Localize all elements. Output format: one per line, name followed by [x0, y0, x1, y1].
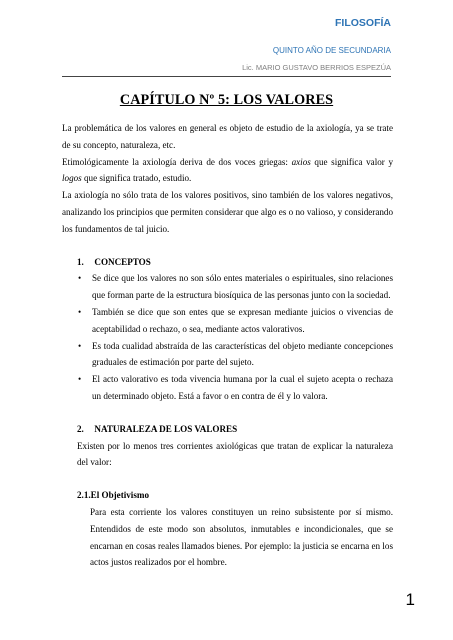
header-divider: [62, 76, 391, 77]
list-item: • Es toda cualidad abstraída de las características del objeto mediante concepciones graduales de estimación por parte del sujeto.: [62, 338, 393, 372]
intro-p2-text-a: Etimológicamente la axiología deriva de dos voces griegas:: [62, 156, 292, 167]
section-2-paragraph: Existen por lo menos tres corrientes axiológicas que tratan de explicar la naturaleza del valor:: [77, 440, 393, 468]
section-2-heading: [62, 421, 393, 438]
section-2-number: 2.: [77, 423, 84, 434]
section-2-title: NATURALEZA DE LOS VALORES: [94, 423, 238, 434]
intro-paragraph-1: La problemática de los valores en general es objeto de estudio de la axiología, ya se trate de su concepto, naturaleza, etc.: [62, 123, 393, 150]
list-item: • También se dice que son entes que se expresan mediante juicios o vivencias de aceptabilidad o rechazo, o sea, mediante actos valorativos.: [62, 304, 393, 338]
section-1-number: 1.: [77, 256, 84, 267]
intro-paragraph-3: La axiología no sólo trata de los valores positivos, sino también de los valores negativos, analizando los principios que permiten considerar que algo es o no valioso, y considerando los fundamentos de tal juicio.: [62, 190, 393, 234]
list-item: • Se dice que los valores no son sólo entes materiales o espirituales, sino relaciones que forman parte de la estructura biosíquica de las personas junto con la sociedad.: [62, 270, 393, 304]
chapter-title: CAPÍTULO Nº 5: LOS VALORES: [119, 92, 334, 108]
header-subject: FILOSOFÍA: [335, 17, 391, 29]
section-2-1-heading: 2.1.El Objetivismo: [77, 490, 149, 501]
section-2-1-paragraph: Para esta corriente los valores constituyen un reino subsistente por sí mismo. Entendidos de este modo son absolutos, inmutables e incondicionales, que se encarnan en cosas reales llamados bienes. Por ejemplo: la justicia se encarna en los actos justos realizados por el hombre.: [90, 506, 393, 568]
page-number: 1: [405, 590, 415, 609]
header-grade: QUINTO AÑO DE SECUNDARIA: [272, 46, 391, 55]
page-header: [242, 16, 391, 73]
intro-paragraph-2: [62, 154, 393, 188]
term-logos: logos: [62, 173, 82, 184]
intro-p2-text-c: que significa tratado, estudio.: [81, 173, 192, 184]
section-1-heading: [62, 254, 393, 271]
concepts-list: [62, 270, 393, 404]
header-author: Lic. MARIO GUSTAVO BERRIOS ESPEZÚA: [242, 63, 391, 72]
document-body: [62, 120, 393, 571]
list-item: • El acto valorativo es toda vivencia humana por la cual el sujeto acepta o rechaza un determinado objeto. Está a favor o en contra de él y lo valora.: [62, 371, 393, 405]
intro-p2-text-b: que significa valor y: [310, 156, 393, 167]
term-axios: axios: [291, 156, 311, 167]
section-1-title: CONCEPTOS: [94, 256, 151, 267]
